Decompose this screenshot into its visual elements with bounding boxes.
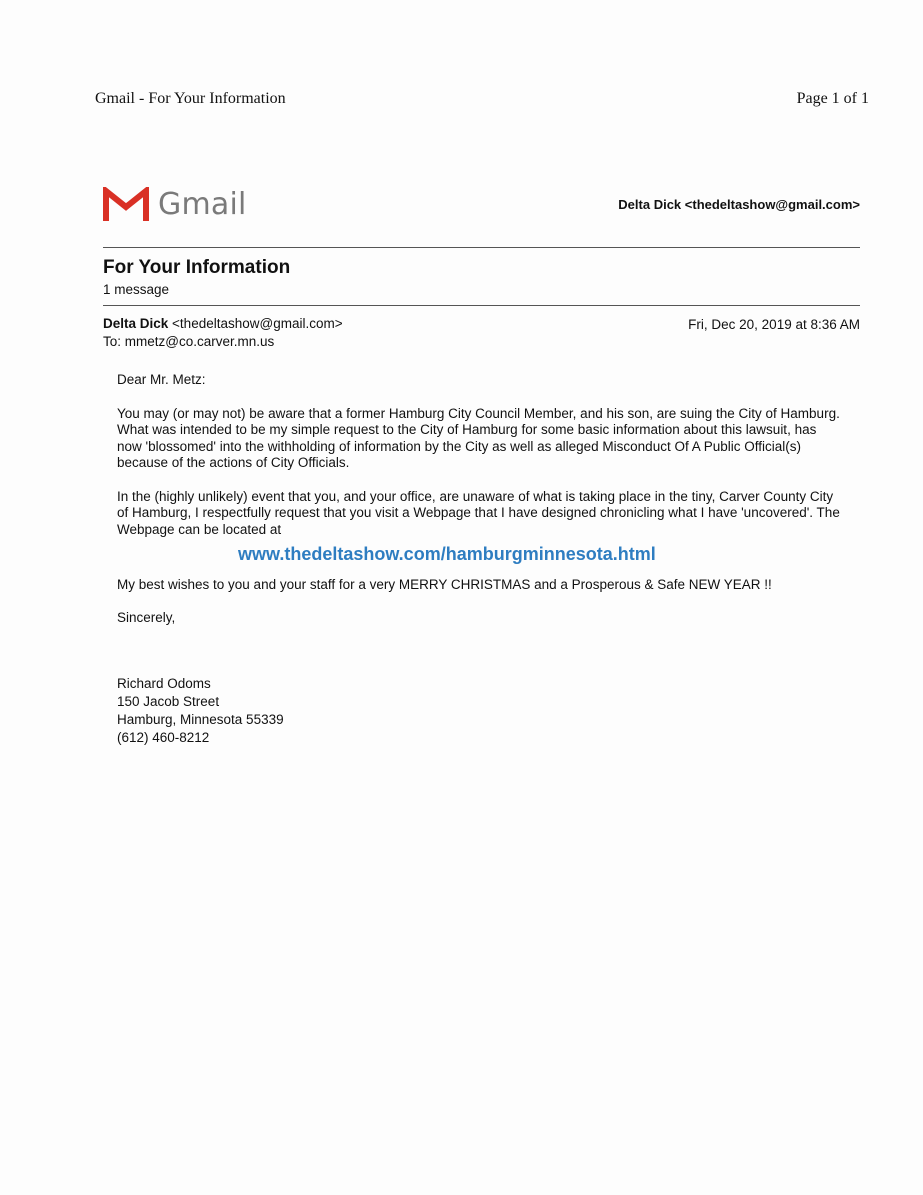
sender-name: Delta Dick [103, 316, 169, 331]
divider [103, 247, 860, 248]
webpage-link[interactable]: www.thedeltashow.com/hamburgminnesota.html [238, 544, 656, 564]
signature-phone: (612) 460-8212 [117, 729, 210, 745]
gmail-m-icon [103, 187, 149, 221]
thread-subject: For Your Information [103, 257, 291, 278]
divider [103, 305, 860, 306]
gmail-logo [103, 186, 247, 222]
paragraph: You may (or may not) be aware that a former Hamburg City Council Member, and his son, are suing the City of Hamburg. What was intended to be my simple request to the City of Hamburg for some basic information about this lawsuit, has now 'blossomed' into the withholding of information by the City as well as alleged Misconduct Of A Public Official(s) because of the actions of City Officials. [117, 405, 840, 470]
gmail-wordmark: Gmail [158, 186, 247, 222]
signature [117, 675, 842, 747]
recipient: To: mmetz@co.carver.mn.us [103, 334, 275, 349]
message-body [117, 372, 842, 747]
account-email: Delta Dick <thedeltashow@gmail.com> [618, 197, 860, 212]
greeting: Dear Mr. Metz: [117, 372, 206, 387]
signature-name: Richard Odoms [117, 675, 211, 691]
closing: Sincerely, [117, 610, 176, 625]
print-title: Gmail - For Your Information [95, 90, 286, 107]
message-count: 1 message [103, 282, 170, 297]
paragraph: In the (highly unlikely) event that you, and your office, are unaware of what is taking place in the tiny, Carver County City of Hamburg, I respectfully request that you visit a Webpage that I have designed chronicling what I have 'uncovered'. The Webpage can be located at [117, 488, 840, 537]
sender-email: <thedeltashow@gmail.com> [172, 316, 343, 331]
sender [103, 316, 343, 331]
message-date: Fri, Dec 20, 2019 at 8:36 AM [688, 317, 860, 332]
signature-street: 150 Jacob Street [117, 693, 220, 709]
paragraph: My best wishes to you and your staff for a very MERRY CHRISTMAS and a Prosperous & Safe NEW YEAR !! [117, 576, 772, 592]
page-number: Page 1 of 1 [796, 90, 869, 107]
signature-city: Hamburg, Minnesota 55339 [117, 711, 284, 727]
